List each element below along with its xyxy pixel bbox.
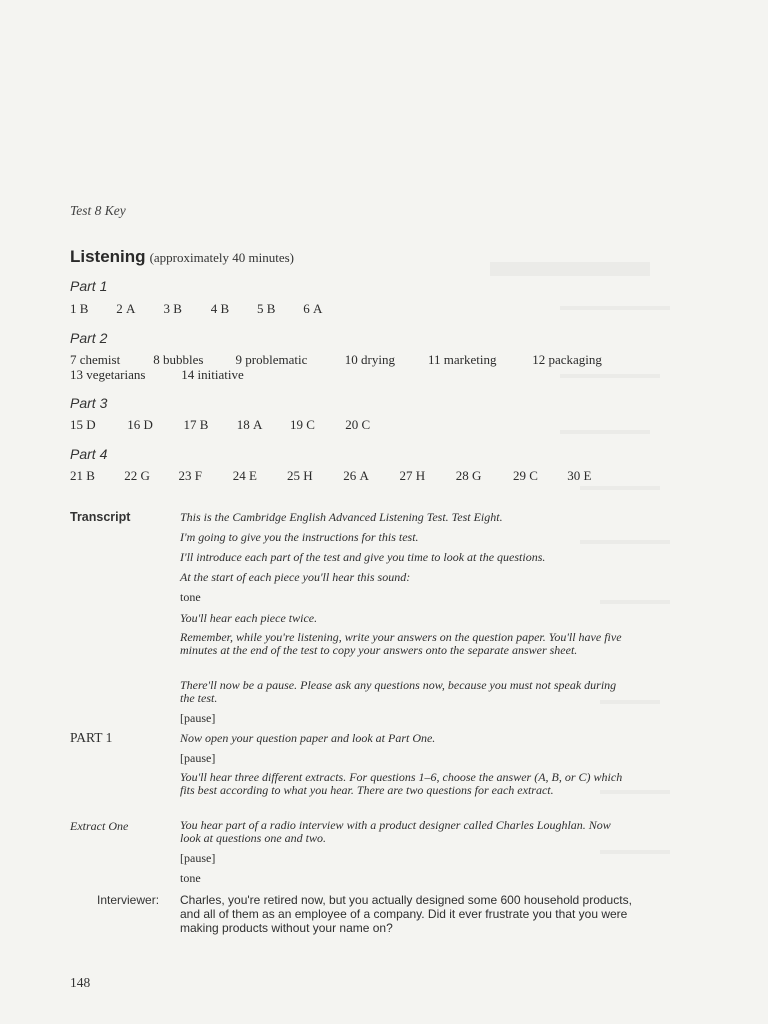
transcript-pause: [pause] (180, 751, 216, 765)
transcript-line: At the start of each piece you'll hear this sound: (180, 570, 411, 584)
transcript-pause: [pause] (180, 851, 216, 865)
part-4-label: Part 4 (70, 446, 108, 462)
part-3-label: Part 3 (70, 395, 108, 411)
speaker-label: Interviewer: (97, 893, 160, 907)
transcript-line: I'm going to give you the instructions for this test. (180, 530, 419, 544)
part-4-answers: 21 B 22 G 23 F 24 E 25 H 26 A 27 H 28 G 29 C 30 E (70, 468, 592, 483)
transcript-tone: tone (180, 871, 201, 885)
transcript-line: You hear part of a radio interview with a product designer called Charles Loughlan. Now look at questions one and two. (180, 818, 611, 845)
transcript-line: There'll now be a pause. Please ask any questions now, because you must not speak during the test. (180, 678, 617, 705)
part-2-answers-row2: 13 vegetarians 14 initiative (70, 367, 244, 382)
part-1-heading: PART 1 (70, 730, 113, 745)
transcript-line: Remember, while you're listening, write your answers on the question paper. You'll have five minutes at the end of the test to copy your answers onto the separate answer sheet. (180, 630, 622, 657)
extract-one-label: Extract One (70, 819, 129, 833)
transcript-line: You'll hear each piece twice. (180, 611, 318, 625)
transcript-line: This is the Cambridge English Advanced Listening Test. Test Eight. (180, 510, 503, 524)
part-1-answers: 1 B 2 A 3 B 4 B 5 B 6 A (70, 301, 323, 316)
transcript-line: I'll introduce each part of the test and give you time to look at the questions. (180, 550, 546, 564)
part-2-answers-row1: 7 chemist 8 bubbles 9 problematic 10 drying 11 marketing 12 packaging (70, 352, 602, 367)
section-subtitle: (approximately 40 minutes) (149, 250, 294, 265)
transcript-line: Now open your question paper and look at Part One. (180, 731, 436, 745)
part-1-label: Part 1 (70, 278, 108, 294)
part-3-answers: 15 D 16 D 17 B 18 A 19 C 20 C (70, 417, 371, 432)
transcript-pause: [pause] (180, 711, 216, 725)
section-title (70, 247, 294, 267)
part-2-label: Part 2 (70, 330, 108, 346)
running-head: Test 8 Key (70, 203, 126, 218)
page-number: 148 (70, 975, 91, 990)
interviewer-line: Charles, you're retired now, but you actually designed some 600 household products, and all of them as an employee of a company. Did it ever frustrate you that you were making products without your name on? (180, 893, 632, 935)
transcript-heading: Transcript (70, 510, 131, 524)
section-title-text: Listening (70, 247, 146, 266)
transcript-tone: tone (180, 590, 201, 604)
transcript-line: You'll hear three different extracts. For questions 1–6, choose the answer (A, B, or C) which fits best according to what you hear. There are two questions for each extract. (180, 770, 623, 797)
